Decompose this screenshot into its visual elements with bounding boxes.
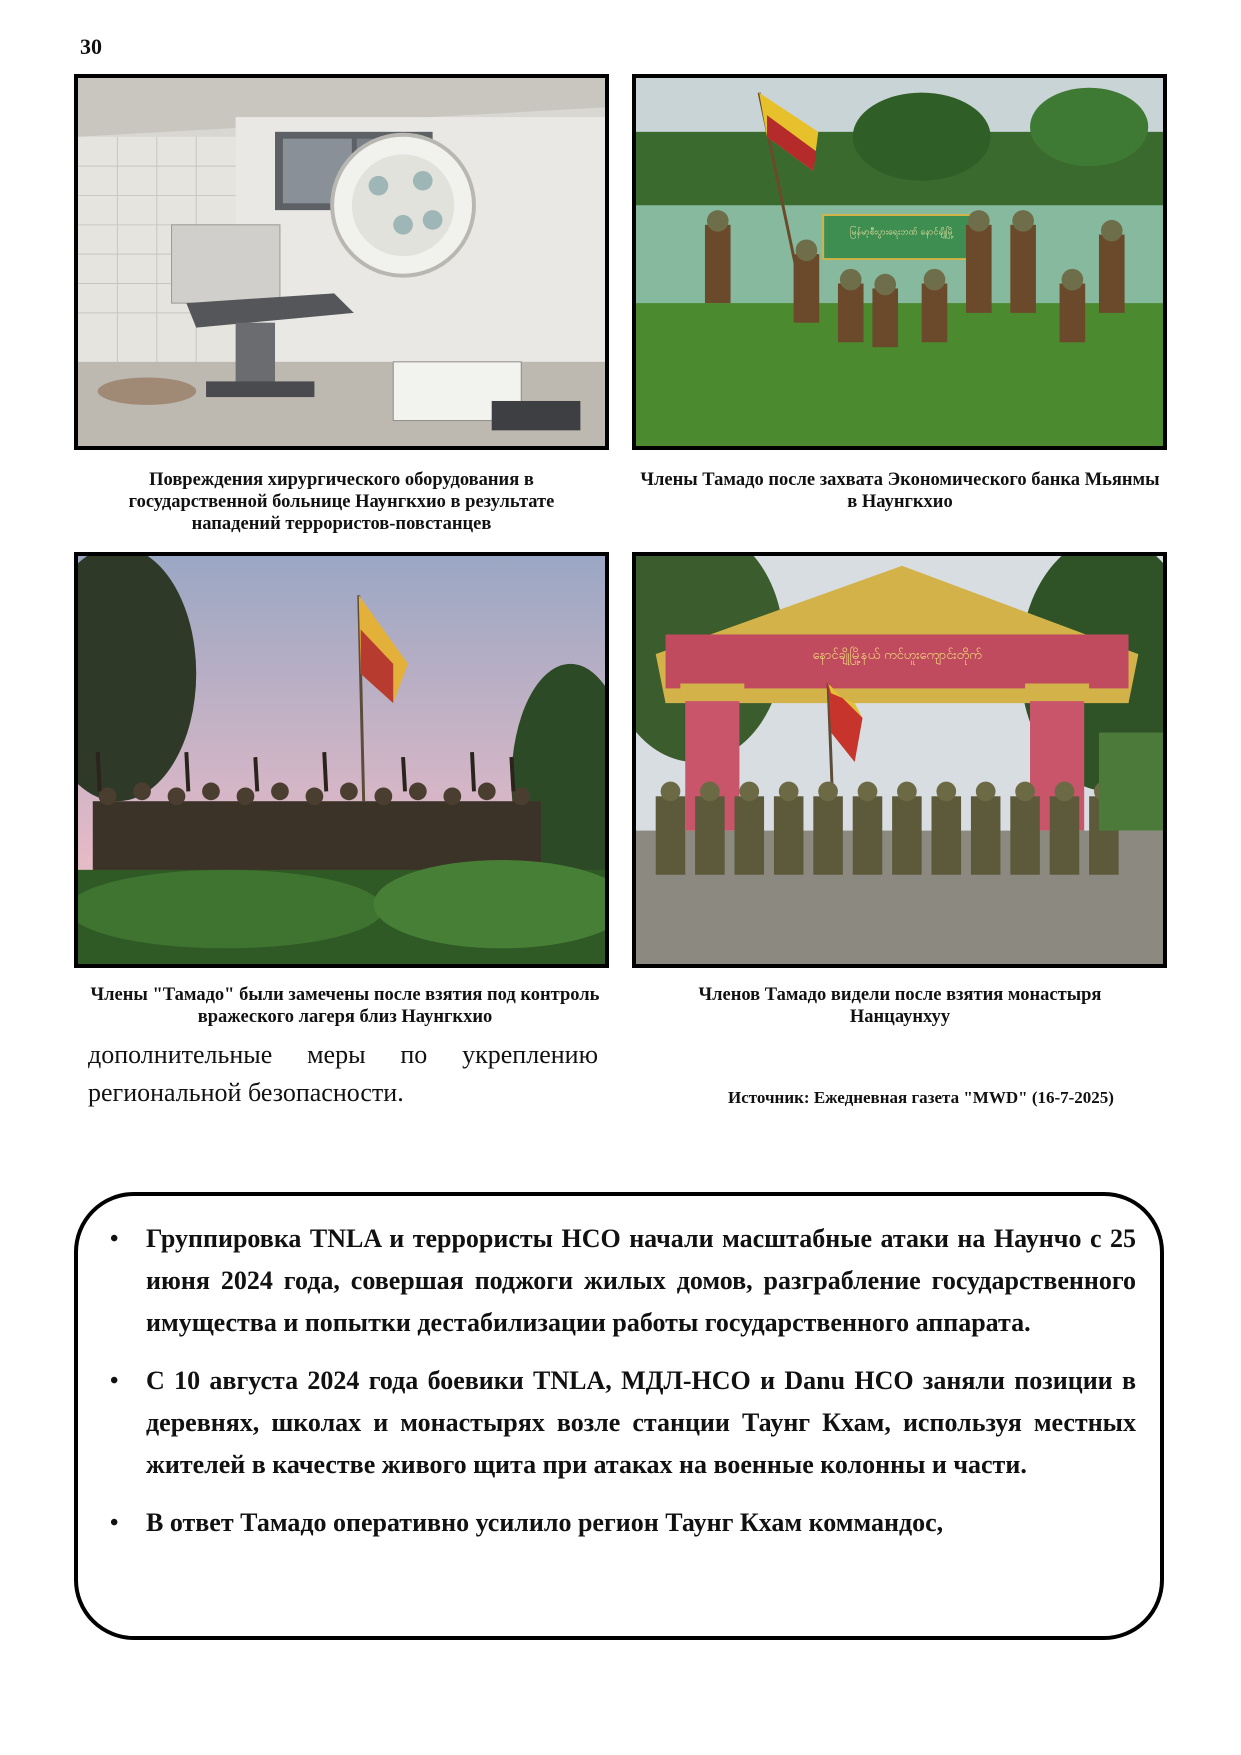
caption-photo-4: Членов Тамадо видели после взятия монастыря Нанцаунхуу bbox=[698, 985, 1102, 1027]
bank-capture-image bbox=[636, 78, 1163, 446]
monastery-capture-image bbox=[636, 556, 1163, 964]
caption-photo-3: Члены "Тамадо" были замечены после взятия под контроль вражеского лагеря близ Наунгкхио bbox=[90, 985, 600, 1027]
body-paragraph: дополнительные меры по укреплению региональной безопасности. bbox=[88, 1040, 598, 1107]
summary-item-text: В ответ Тамадо оперативно усилило регион Таунг Кхам коммандос, bbox=[146, 1508, 944, 1537]
photo-soldiers-monastery bbox=[632, 552, 1167, 968]
caption-photo-2: Члены Тамадо после захвата Экономического банка Мьянмы в Наунгкхио bbox=[640, 470, 1160, 512]
summary-box bbox=[74, 1192, 1164, 1640]
summary-list bbox=[106, 1218, 1136, 1560]
page-number: 30 bbox=[80, 34, 102, 59]
bullet-icon: • bbox=[110, 1368, 119, 1394]
caption-photo-1: Повреждения хирургического оборудования в государственной больнице Наунгкхио в результате нападений террористов-повстанцев bbox=[128, 470, 555, 534]
summary-item-text: Группировка TNLA и террористы НСО начали масштабные атаки на Наунчо с 25 июня 2024 года, совершая поджоги жилых домов, разграбление государственного имущества и попытки дестабилизации работы государственного аппарата. bbox=[146, 1224, 1136, 1337]
summary-item-text: С 10 августа 2024 года боевики TNLA, МДЛ-НСО и Danu НСО заняли позиции в деревнях, школах и монастырях возле станции Таунг Кхам, используя местных жителей в качестве живого щита при атаках на военные колонны и части. bbox=[146, 1366, 1136, 1479]
summary-item bbox=[106, 1218, 1136, 1344]
monastery-sign-text: နောင်ချိုမြို့နယ် ကင်ဟူးကျောင်းတိုက် bbox=[812, 648, 982, 663]
bank-sign-text: မြန်မာ့စီးပွားရေးဘဏ် နောင်ချိုမြို့ bbox=[849, 227, 954, 238]
hospital-room-image bbox=[78, 78, 605, 446]
bullet-icon: • bbox=[110, 1226, 119, 1252]
photo-damaged-surgery-room bbox=[74, 74, 609, 450]
camp-capture-image bbox=[78, 556, 605, 964]
source-line: Источник: Ежедневная газета "MWD" (16-7-2025) bbox=[728, 1088, 1114, 1107]
photo-soldiers-enemy-camp bbox=[74, 552, 609, 968]
bullet-icon: • bbox=[110, 1510, 119, 1536]
photo-soldiers-at-bank bbox=[632, 74, 1167, 450]
summary-item bbox=[106, 1360, 1136, 1486]
summary-item bbox=[106, 1502, 1136, 1544]
